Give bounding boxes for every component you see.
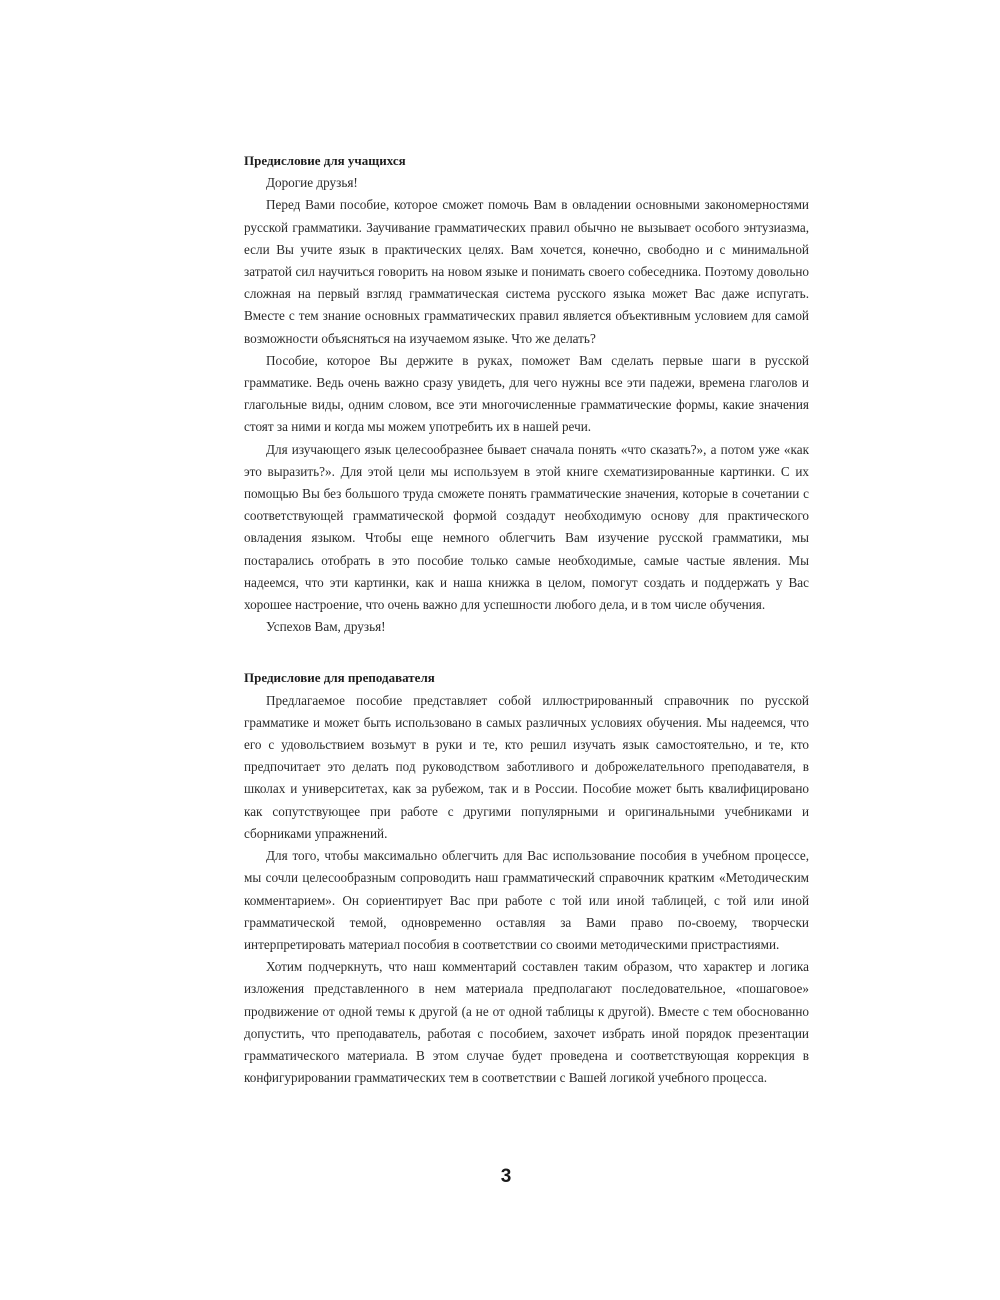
page-number: 3 bbox=[500, 1166, 512, 1187]
preface-text bbox=[244, 150, 809, 1089]
teacher-preface-heading: Предисловие для преподавателя bbox=[244, 670, 435, 686]
teacher-paragraph-3: Хотим подчеркнуть, что наш комментарий составлен таким образом, что характер и логика изложения представленного в нем материала предполагают последовательное, «пошаговое» продвижение от одной темы к другой (а не от одной таблицы к другой). Вместе с тем обоснованно допустить, что преподаватель, работая с пособием, захочет избрать иной порядок презентации грамматического материала. В этом случае будет проведена и соответствующая коррекция в конфигурировании грамматических тем в соответствии с Вашей логикой учебного процесса. bbox=[244, 959, 809, 1086]
teacher-paragraph-2: Для того, чтобы максимально облегчить для Вас использование пособия в учебном процессе, мы сочли целесообразным сопроводить наш грамматический справочник кратким «Методическим комментарием». Он сориентирует Вас при работе с той или иной таблицей, с той или иной грамматической темой, одновременно оставляя за Вами право по-своему, творчески интерпретировать материал пособия в соответствии со своими методическими пристрастиями. bbox=[244, 848, 809, 952]
student-paragraph-3: Для изучающего язык целесообразнее бывает сначала понять «что сказать?», а потом уже «как это выразить?». Для этой цели мы используем в этой книге схематизированные картинки. С их помощью Вы без большого труда сможете понять грамматические значения, которые в сочетании с соответствующей грамматической формой создадут необходимую основу для практического овладения языком. Чтобы еще немного облегчить Вам изучение русской грамматики, мы постарались отобрать в это пособие только самые необходимые, самые частые явления. Мы надеемся, что эти картинки, как и наша книжка в целом, помогут создать и поддержать у Вас хорошее настроение, что очень важно для успешности любого дела, и в том числе обучения. bbox=[244, 441, 809, 613]
student-paragraph-2: Пособие, которое Вы держите в руках, поможет Вам сделать первые шаги в русской грамматике. Ведь очень важно сразу увидеть, для чего нужны все эти падежи, времена глаголов и глагольные виды, одним словом, все эти многочисленные грамматические формы, какие значения стоят за ними и когда мы можем употребить их в нашей речи. bbox=[244, 352, 809, 435]
student-greeting: Дорогие друзья! bbox=[266, 175, 358, 191]
student-closing: Успехов Вам, друзья! bbox=[266, 619, 386, 635]
student-preface-heading: Предисловие для учащихся bbox=[244, 153, 406, 168]
teacher-paragraph-1: Предлагаемое пособие представляет собой иллюстрированный справочник по русской грамматике и может быть использовано в самых различных условиях обучения. Мы надеемся, что его с удовольствием возьмут в руки и те, кто решил изучать язык самостоятельно, и те, кто предпочитает это делать под руководством заботливого и доброжелательного преподавателя, в школах и университетах, как за рубежом, так и в России. Пособие может быть квалифицировано как сопутствующее при работе с другими популярными и оригинальными учебниками и сборниками упражнений. bbox=[244, 692, 809, 841]
student-paragraph-1: Перед Вами пособие, которое сможет помочь Вам в овладении основными закономерностями русской грамматики. Заучивание грамматических правил обычно не вызывает особого энтузиазма, если Вы учите язык в практических целях. Вам хочется, конечно, свободно и с минимальной затратой сил научиться говорить на новом языке и понимать своего собеседника. Поэтому довольно сложная на первый взгляд грамматическая система русского языка может Вас даже испугать. Вместе с тем знание основных грамматических правил является объективным условием для самой возможности объясняться на изучаемом языке. Что же делать? bbox=[244, 197, 809, 346]
